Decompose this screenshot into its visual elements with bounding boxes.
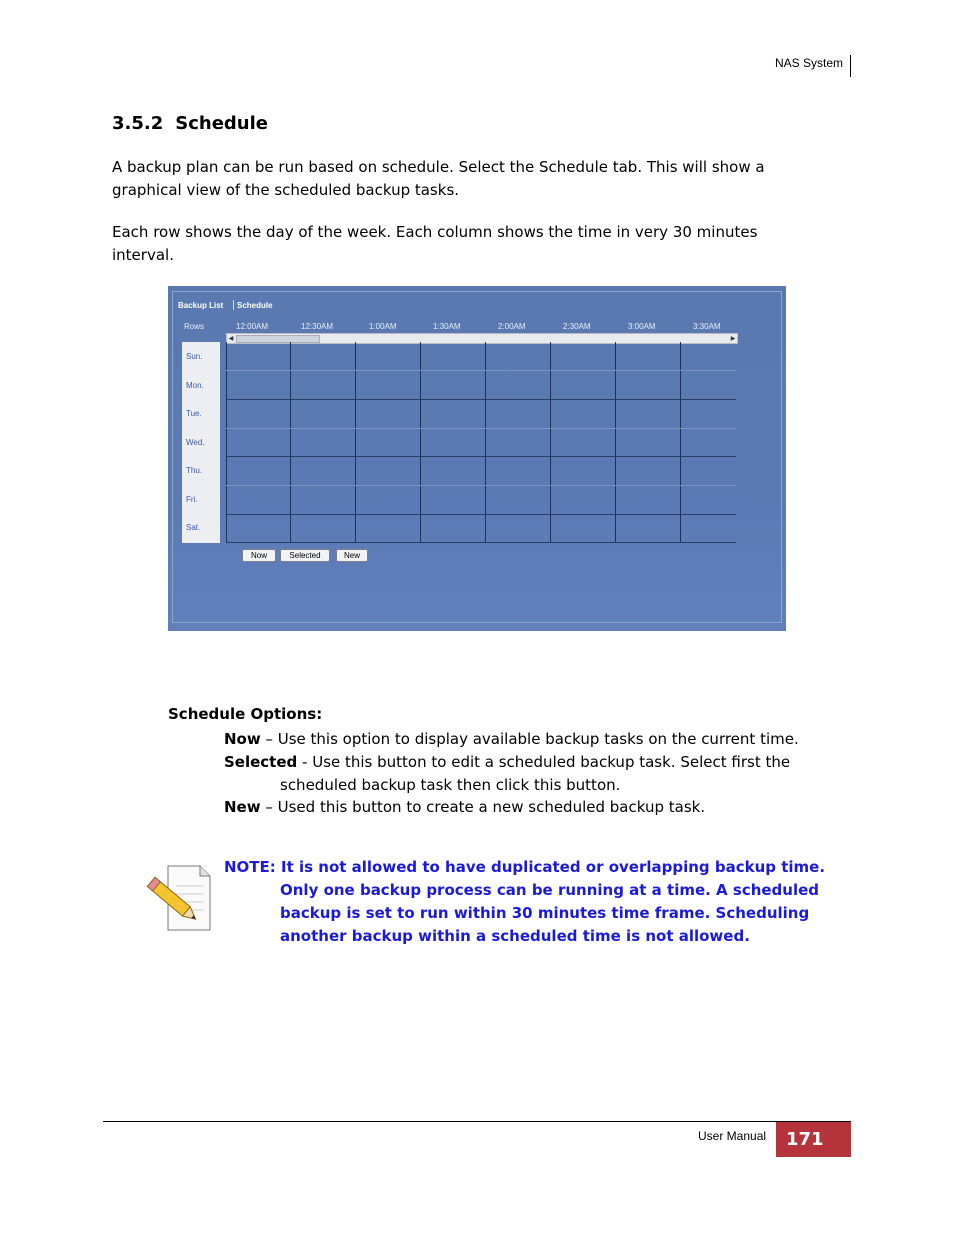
time-header-5: 2:00AM	[498, 322, 526, 331]
day-label-sun: Sun.	[186, 352, 203, 361]
option-now-term: Now	[224, 730, 261, 748]
options-title: Schedule Options:	[168, 705, 323, 723]
note-line-2: Only one backup process can be running at a time. A scheduled	[280, 881, 820, 899]
option-selected	[224, 751, 844, 774]
option-selected-desc-2: scheduled backup task then click this button.	[280, 776, 621, 794]
tab-schedule[interactable]: Schedule	[237, 301, 273, 310]
new-button[interactable]: New	[336, 549, 368, 562]
note-line-4: another backup within a scheduled time is not allowed.	[280, 927, 750, 945]
grid-column-line	[420, 342, 421, 543]
rows-line-2: interval.	[112, 246, 174, 264]
scroll-right-icon[interactable]: ▶	[730, 335, 736, 342]
day-label-thu: Thu.	[186, 466, 203, 475]
day-label-tue: Tue.	[186, 409, 202, 418]
day-column	[182, 342, 220, 543]
section-title: Schedule	[175, 113, 268, 134]
intro-line-1: A backup plan can be run based on schedule. Select the Schedule tab. This will show a	[112, 158, 765, 176]
option-selected-desc: - Use this button to edit a scheduled backup task. Select first the	[297, 753, 791, 771]
time-header-2: 12:30AM	[301, 322, 334, 331]
grid-column-line	[355, 342, 356, 543]
grid-column-line	[680, 342, 681, 543]
note-pencil-icon	[138, 860, 214, 932]
grid-row-line	[226, 456, 736, 457]
option-new-desc: – Used this button to create a new scheduled backup task.	[260, 798, 706, 816]
day-label-fri: Fri.	[186, 495, 198, 504]
time-header-8: 3:30AM	[693, 322, 721, 331]
option-now-desc: – Use this option to display available backup tasks on the current time.	[260, 730, 799, 748]
schedule-panel	[172, 291, 782, 623]
time-header-1: 12:00AM	[236, 322, 269, 331]
page-number: 171	[786, 1129, 824, 1150]
option-new	[224, 796, 844, 819]
grid-column-line	[290, 342, 291, 543]
note-line-1: NOTE: It is not allowed to have duplicated or overlapping backup time.	[224, 858, 826, 876]
footer-label: User Manual	[698, 1129, 767, 1143]
header-divider	[850, 55, 851, 77]
grid-row-line	[226, 542, 736, 543]
scroll-left-icon[interactable]: ◀	[228, 335, 234, 342]
grid-column-line	[485, 342, 486, 543]
section-number: 3.5.2	[112, 113, 164, 134]
tab-backup-list[interactable]: Backup List	[178, 301, 224, 310]
grid-row-line	[226, 428, 736, 429]
grid-column-line	[226, 342, 227, 543]
selected-button[interactable]: Selected	[280, 549, 330, 562]
time-header-4: 1:30AM	[433, 322, 461, 331]
grid-row-line	[226, 514, 736, 515]
rows-paragraph	[112, 221, 832, 267]
day-label-wed: Wed.	[186, 438, 205, 447]
footer-divider	[103, 1121, 851, 1122]
time-header-7: 3:00AM	[628, 322, 656, 331]
note-line-3: backup is set to run within 30 minutes time frame. Scheduling	[280, 904, 810, 922]
page-number-box	[776, 1122, 851, 1157]
intro-line-2: graphical view of the scheduled backup tasks.	[112, 181, 460, 199]
option-new-term: New	[224, 798, 261, 816]
section-heading	[112, 113, 268, 134]
day-label-mon: Mon.	[186, 381, 204, 390]
time-header-3: 1:00AM	[369, 322, 397, 331]
grid-column-line	[615, 342, 616, 543]
rows-label: Rows	[184, 322, 205, 331]
rows-line-1: Each row shows the day of the week. Each column shows the time in very 30 minutes	[112, 223, 758, 241]
schedule-grid[interactable]	[226, 342, 736, 543]
day-label-sat: Sat.	[186, 523, 201, 532]
running-header: NAS System	[775, 56, 844, 70]
intro-paragraph	[112, 156, 832, 202]
now-button[interactable]: Now	[242, 549, 276, 562]
option-now	[224, 728, 844, 751]
grid-row-line	[226, 485, 736, 486]
tab-divider	[233, 300, 234, 310]
schedule-screenshot	[168, 286, 786, 631]
time-header-6: 2:30AM	[563, 322, 591, 331]
grid-column-line	[550, 342, 551, 543]
grid-row-line	[226, 399, 736, 400]
grid-row-line	[226, 370, 736, 371]
option-selected-term: Selected	[224, 753, 298, 771]
